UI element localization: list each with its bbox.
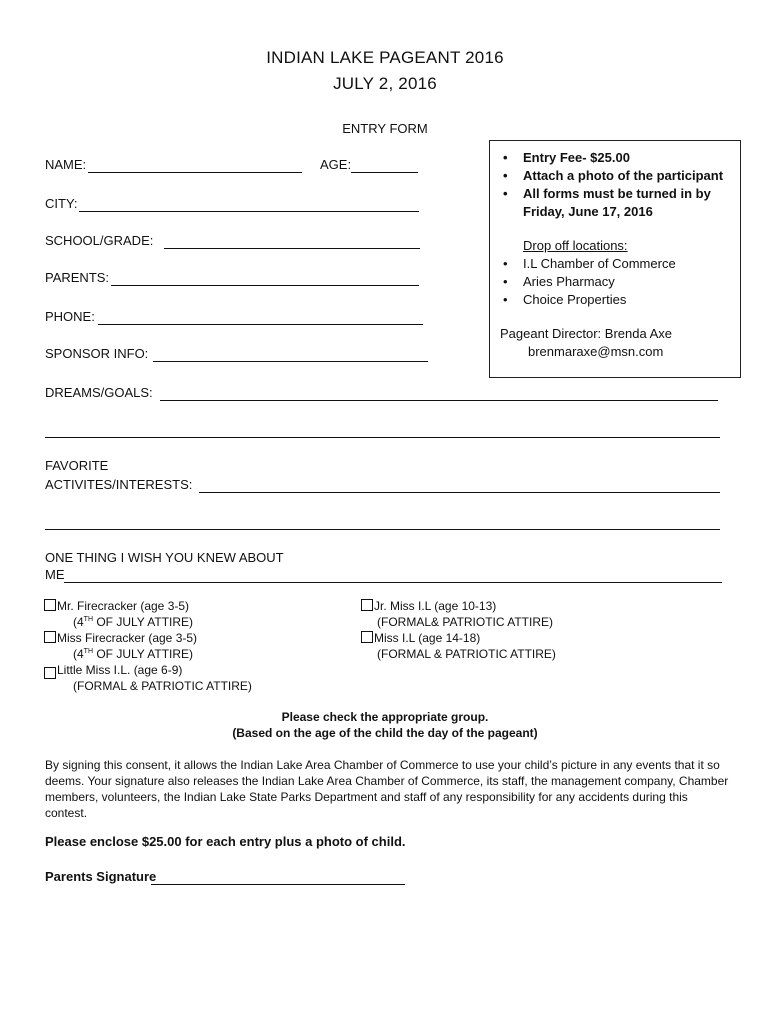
checkbox[interactable] bbox=[44, 599, 56, 611]
category-label: Little Miss I.L. (age 6-9) bbox=[57, 663, 183, 677]
consent-line: contest. bbox=[45, 806, 88, 820]
pageant-director: Pageant Director: Brenda Axe bbox=[500, 326, 672, 341]
activities-interests-label: ACTIVITES/INTERESTS: bbox=[45, 477, 193, 492]
consent-line: By signing this consent, it allows the Indian Lake Area Chamber of Commerce to use your child’s picture in any events that it so bbox=[45, 758, 720, 772]
location-item: • Aries Pharmacy bbox=[523, 274, 615, 289]
school-grade-label: SCHOOL/GRADE: bbox=[45, 233, 154, 248]
parents-label: PARENTS: bbox=[45, 270, 110, 285]
category-label: Miss I.L (age 14-18) bbox=[374, 631, 481, 645]
sponsor-info-label: SPONSOR INFO: bbox=[45, 346, 149, 361]
category-little-miss[interactable] bbox=[44, 663, 182, 679]
category-sub-label: (FORMAL& PATRIOTIC ATTIRE) bbox=[377, 615, 554, 629]
checkbox[interactable] bbox=[361, 599, 373, 611]
age-field[interactable] bbox=[351, 172, 418, 173]
consent-line: members, volunteers, the Indian Lake State Parks Department and staff of any responsibility for any accidents during this bbox=[45, 790, 688, 804]
city-field[interactable] bbox=[79, 211, 419, 212]
phone-field[interactable] bbox=[98, 324, 423, 325]
one-thing-field[interactable] bbox=[64, 582, 722, 583]
title-line-2: JULY 2, 2016 bbox=[333, 74, 437, 93]
school-grade-field[interactable] bbox=[164, 248, 420, 249]
category-miss-il[interactable] bbox=[361, 631, 480, 645]
activities-interests-field[interactable] bbox=[199, 492, 720, 493]
name-field[interactable] bbox=[88, 172, 302, 173]
category-miss-firecracker[interactable] bbox=[44, 631, 197, 645]
one-thing-label: ONE THING I WISH YOU KNEW ABOUT bbox=[45, 550, 284, 565]
entry-fee-bullet: • Entry Fee- $25.00 bbox=[523, 150, 630, 165]
instruction-age-basis: (Based on the age of the child the day of the pageant) bbox=[232, 726, 538, 740]
location-item: • Choice Properties bbox=[523, 292, 626, 307]
dreams-goals-label: DREAMS/GOALS: bbox=[45, 385, 153, 400]
phone-label: PHONE: bbox=[45, 309, 95, 324]
title-line-1: INDIAN LAKE PAGEANT 2016 bbox=[266, 48, 504, 67]
category-label: Mr. Firecracker (age 3-5) bbox=[57, 599, 190, 613]
category-label: Miss Firecracker (age 3-5) bbox=[57, 631, 198, 645]
city-label: CITY: bbox=[45, 196, 78, 211]
category-sub-label: (4TH OF JULY ATTIRE) bbox=[73, 615, 194, 629]
dreams-goals-field[interactable] bbox=[160, 400, 718, 401]
parents-field[interactable] bbox=[111, 285, 419, 286]
age-label: AGE: bbox=[320, 157, 352, 172]
activities-interests-field-2[interactable] bbox=[45, 529, 720, 530]
parents-signature-label: Parents Signature bbox=[45, 869, 157, 884]
name-label: NAME: bbox=[45, 157, 87, 172]
category-jr-miss[interactable] bbox=[361, 599, 496, 613]
checkbox[interactable] bbox=[44, 631, 56, 643]
category-sub-label: (FORMAL & PATRIOTIC ATTIRE) bbox=[377, 647, 556, 661]
drop-off-title: Drop off locations: bbox=[523, 238, 628, 253]
checkbox[interactable] bbox=[44, 667, 56, 679]
dreams-goals-field-2[interactable] bbox=[45, 437, 720, 438]
one-thing-me-label: ME bbox=[45, 567, 65, 582]
sponsor-info-field[interactable] bbox=[153, 361, 428, 362]
favorite-label: FAVORITE bbox=[45, 458, 109, 473]
checkbox[interactable] bbox=[361, 631, 373, 643]
consent-paragraph bbox=[45, 757, 735, 821]
director-email: brenmaraxe@msn.com bbox=[528, 344, 664, 359]
instruction-check-group: Please check the appropriate group. bbox=[281, 710, 489, 724]
info-box bbox=[489, 140, 741, 378]
forms-due-date: Friday, June 17, 2016 bbox=[523, 204, 653, 219]
forms-due-bullet: • All forms must be turned in by bbox=[523, 186, 711, 201]
parents-signature-field[interactable] bbox=[151, 884, 405, 885]
category-sub-label: (FORMAL & PATRIOTIC ATTIRE) bbox=[73, 679, 252, 693]
category-mr-firecracker[interactable] bbox=[44, 599, 189, 613]
form-label: ENTRY FORM bbox=[342, 121, 428, 136]
location-item: • I.L Chamber of Commerce bbox=[523, 256, 676, 271]
enclose-fee-note: Please enclose $25.00 for each entry plus a photo of child. bbox=[45, 834, 406, 849]
category-label: Jr. Miss I.L (age 10-13) bbox=[374, 599, 497, 613]
category-sub-label: (4TH OF JULY ATTIRE) bbox=[73, 647, 194, 661]
attach-photo-bullet: • Attach a photo of the participant bbox=[523, 168, 723, 183]
consent-line: deems. Your signature also releases the Indian Lake Area Chamber of Commerce, its staff, the management company, Chamber bbox=[45, 774, 729, 788]
